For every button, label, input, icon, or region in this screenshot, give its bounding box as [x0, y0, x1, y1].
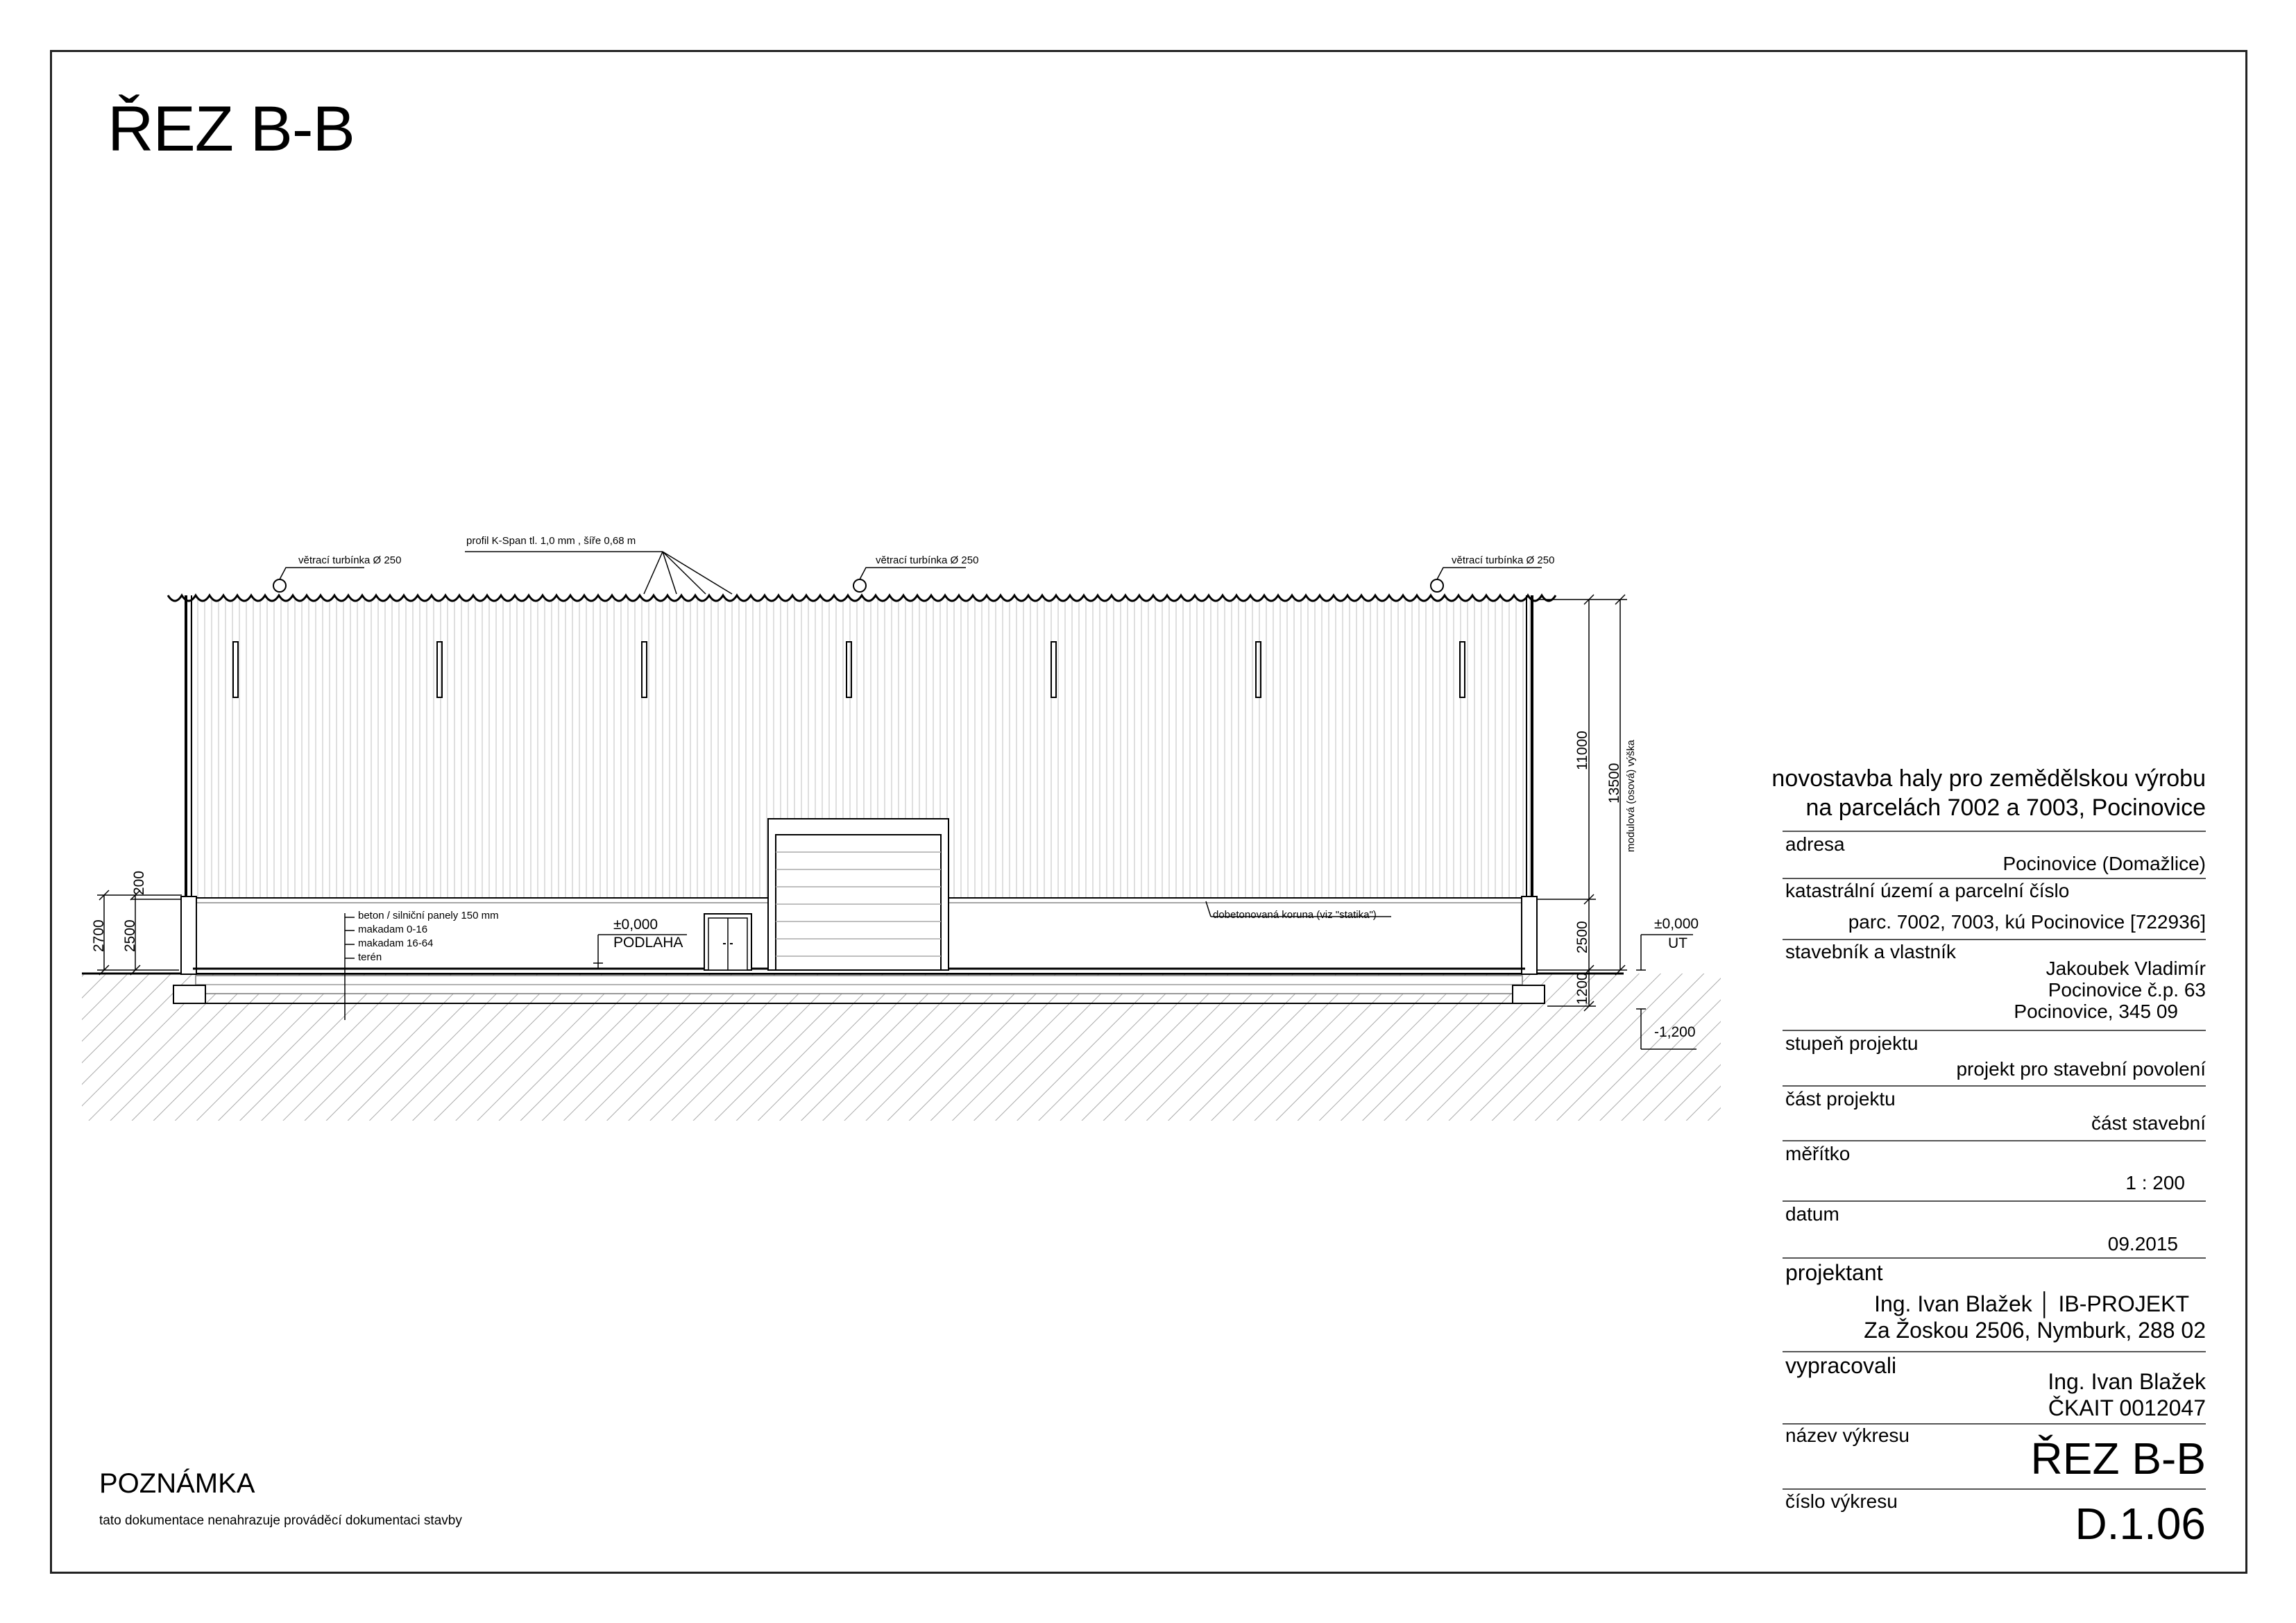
address-value: Pocinovice (Domažlice) — [2002, 853, 2206, 874]
owner-line1: Jakoubek Vladimír — [2046, 958, 2206, 979]
divider — [1783, 1257, 2206, 1259]
owner-label: stavebník a vlastník — [1785, 941, 1956, 962]
ground-level-label: UT — [1668, 935, 1687, 951]
left-wall-post — [181, 897, 196, 974]
dim-2500-right: 2500 — [1574, 921, 1590, 953]
prepared-line2: ČKAIT 0012047 — [2048, 1395, 2206, 1420]
gate-leaf — [776, 835, 941, 970]
designer-line2: Za Žoskou 2506, Nymburk, 288 02 — [1864, 1318, 2206, 1343]
part-value: část stavební — [2091, 1112, 2206, 1134]
sectional-gate — [768, 819, 949, 970]
ring-beam-label: dobetonovaná koruna (viz "statika") — [1213, 909, 1377, 921]
dim-1200: 1200 — [1574, 972, 1590, 1005]
divider — [1783, 1085, 2206, 1087]
divider — [1783, 1140, 2206, 1141]
floor-layer-label: makadam 16-64 — [358, 937, 434, 949]
right-footing — [1513, 985, 1545, 1003]
floor-layer-label: makadam 0-16 — [358, 924, 428, 935]
project-name-line1: novostavba haly pro zemědělskou výrobu — [1771, 765, 2206, 792]
project-name-line2: na parcelách 7002 a 7003, Pocinovice — [1805, 794, 2206, 821]
date-label: datum — [1785, 1203, 1839, 1225]
roof-profile-label: profil K-Span tl. 1,0 mm , šíře 0,68 m — [466, 535, 636, 547]
dim-200: 200 — [131, 870, 147, 895]
vent-turbine-icon — [273, 579, 286, 592]
ground-hatch — [82, 974, 1721, 1121]
turbine-label: větrací turbínka Ø 250 — [1452, 554, 1555, 566]
floor-layer-label: beton / silniční panely 150 mm — [358, 910, 499, 921]
divider — [1783, 1030, 2206, 1031]
prepared-line1: Ing. Ivan Blažek — [2048, 1369, 2206, 1394]
dim-2700: 2700 — [91, 919, 107, 952]
divider — [1783, 831, 2206, 832]
cadastre-value: parc. 7002, 7003, kú Pocinovice [722936] — [1848, 911, 2206, 933]
cadastre-label: katastrální území a parcelní číslo — [1785, 880, 2070, 901]
note-title: POZNÁMKA — [99, 1468, 255, 1499]
stage-label: stupeň projektu — [1785, 1033, 1919, 1054]
modular-height-label: modulová (osová) výška — [1625, 740, 1637, 852]
owner-line2: Pocinovice č.p. 63 — [2048, 979, 2206, 1001]
foundation-level-value: -1,200 — [1654, 1024, 1696, 1040]
right-wall-post — [1522, 897, 1537, 974]
stage-value: projekt pro stavební povolení — [1956, 1058, 2206, 1080]
note-text: tato dokumentace nenahrazuje prováděcí dokumentaci stavby — [99, 1513, 462, 1528]
drawing-number-value: D.1.06 — [2075, 1499, 2206, 1549]
ground-level-value: ±0,000 — [1654, 916, 1699, 932]
owner-line3: Pocinovice, 345 09 — [2014, 1001, 2178, 1022]
divider — [1783, 1488, 2206, 1490]
designer-line1: Ing. Ivan Blažek │ IB-PROJEKT — [1874, 1291, 2189, 1316]
part-label: část projektu — [1785, 1088, 1896, 1110]
dim-13500: 13500 — [1606, 763, 1622, 804]
dim-11000: 11000 — [1574, 731, 1590, 770]
drawing-name-value: ŘEZ B-B — [2030, 1434, 2206, 1484]
prepared-label: vypracovali — [1785, 1353, 1897, 1378]
floor-layer-label: terén — [358, 951, 382, 963]
designer-label: projektant — [1785, 1260, 1883, 1285]
dim-2500-left: 2500 — [122, 919, 138, 952]
drawing-title: ŘEZ B-B — [108, 94, 355, 164]
turbine-label: větrací turbínka Ø 250 — [298, 554, 402, 566]
divider — [1783, 939, 2206, 940]
turbine-label: větrací turbínka Ø 250 — [876, 554, 979, 566]
floor-level-label: PODLAHA — [613, 935, 683, 951]
vent-turbine-icon — [853, 579, 866, 592]
vent-turbine-icon — [273, 579, 1443, 592]
scale-label: měřítko — [1785, 1143, 1851, 1164]
left-footing — [173, 985, 205, 1003]
divider — [1783, 878, 2206, 879]
drawing-number-label: číslo výkresu — [1785, 1490, 1898, 1512]
scale-value: 1 : 200 — [2125, 1172, 2185, 1193]
date-value: 09.2015 — [2107, 1233, 2178, 1255]
floor-level-value: ±0,000 — [613, 917, 658, 933]
divider — [1783, 1351, 2206, 1352]
address-label: adresa — [1785, 833, 1845, 855]
double-door — [704, 914, 751, 970]
vent-turbine-icon — [1431, 579, 1443, 592]
divider — [1783, 1200, 2206, 1202]
drawing-name-label: název výkresu — [1785, 1425, 1910, 1446]
